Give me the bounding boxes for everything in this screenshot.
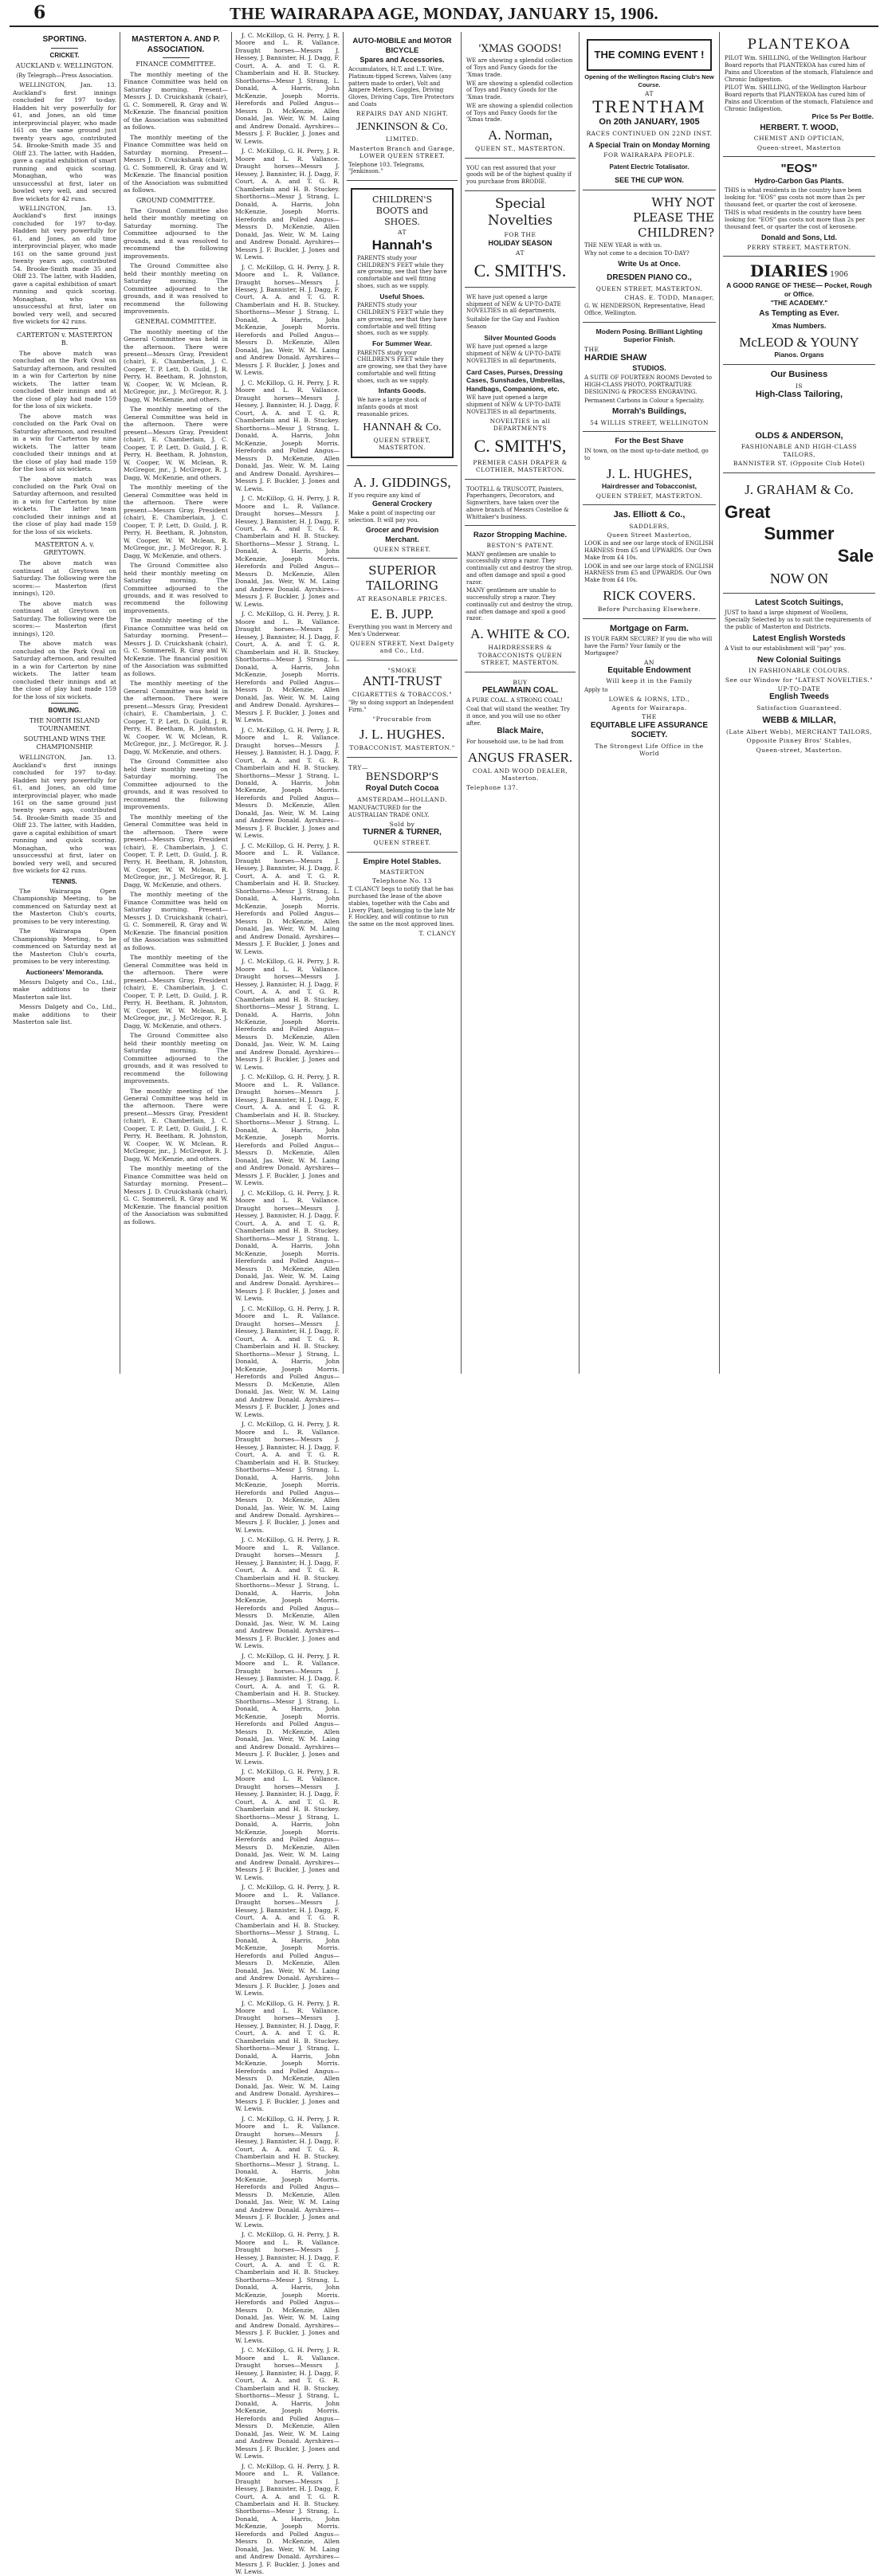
column-ads-5 <box>461 32 579 1374</box>
garage-repairs: REPAIRS DAY AND NIGHT. <box>356 109 449 117</box>
scotch-text: JUST to hand a large shipment of Woollens, Specially Selected by us to suit the requirements of the public of Masterton and Districts. <box>725 610 871 630</box>
look-text: LOOK in and see our large stock of ENGLISH HARNESS from £5 and UPWARDS. Our Own Make from £4 10s. <box>584 540 714 561</box>
judges-text-7: J. C. McKillop, G. H. Perry, J. R. Moore and L. R. Vallance. Draught horses—Messrs J. Hessey, J. Bannister, H. J. Dagg, F. Court, A. A. and T. G. R. Chamberlain and H. B. Stuckey. Shorthorns—Messr J. Strang, L. Donald, A. Harris, John McKenzie, Joseph Morris. Herefords and Polled Angus—Messrs D. McKenzie, Allen Donald, Jas. Weir, W. M. Laing and Andrew Donald. Ayrshires—Messrs J. F. Buckler, J. Jones and W. Lewis. <box>235 726 340 840</box>
garage-addr: Masterton Branch and Garage, LOWER QUEEN STREET. <box>349 144 455 160</box>
tailor-text: Everything you want in Mercery and Men's Underwear. <box>348 624 453 637</box>
garage-heading: AUTO-MOBILE and MOTOR BICYCLE <box>352 37 452 55</box>
write-text: Write Us at Once. <box>618 260 681 269</box>
dresden-name: DRESDEN PIANO CO., <box>607 273 692 282</box>
ad-dresden <box>583 190 716 322</box>
our-business: Our Business <box>770 369 828 379</box>
eos-text: THIS is what residents in the country have been looking for. "EOS" gas costs not more than 2s per thousand feet, or quarter the cost of kerosene. <box>725 187 866 208</box>
bowling-heading: BOWLING. <box>48 707 81 715</box>
razor-heading: Razor Stropping Machine. <box>473 531 568 540</box>
mortgage-text: IS YOUR FARM SECURE? If you die who will have the Farm? Your family or the Mortgagee? <box>584 636 713 657</box>
page-number: 6 <box>33 2 46 23</box>
queen2-text: Queen-street, Masterton. <box>756 746 843 754</box>
pilot-text: PILOT Wm. SHILLING, of the Wellington Harbour Board reports that PLANTEKOA has cured him of Pains and Ulceration of the stomach, Flatulence and Chronic Indigestion. <box>725 55 874 83</box>
tennis-text: The Wairarapa Open Championship Meeting, to be commenced on Saturday next at the Masterton Club's courts, promises to be very interesting. <box>13 887 116 925</box>
giddings-text2: Make a point of inspecting our selection. It will pay you. <box>348 509 436 523</box>
toottell-text: TOOTELL & TRUSCOTT, Painters, Paperhangers, Decorators, and Signwriters, have taken over the above branch of Messrs Costelloe & Whittaker's business. <box>466 485 569 520</box>
the-text: THE <box>584 346 599 353</box>
try-text: TRY— <box>348 763 368 771</box>
match2-text-repeat: The above match was concluded on the Park Oval on Saturday afternoon, and resulted in a win for Carterton by nine wickets. The latter team concluded their innings and at the close of play had made 159 for the loss of six wickets. <box>13 412 116 473</box>
judges-text-13: J. C. McKillop, G. H. Perry, J. R. Moore and L. R. Vallance. Draught horses—Messrs J. Hessey, J. Bannister, H. J. Dagg, F. Court, A. A. and T. G. R. Chamberlain and H. B. Stuckey. Shorthorns—Messr J. Strang, L. Donald, A. Harris, John McKenzie, Joseph Morris. Herefords and Polled Angus—Messrs D. McKenzie, Allen Donald, Jas. Weir, W. M. Laing and Andrew Donald. Ayrshires—Messrs J. F. Buckler, J. Jones and W. Lewis. <box>235 1421 340 1534</box>
ad-toottell <box>465 480 576 527</box>
column-association <box>120 32 231 1374</box>
antitrust-text: ANTI-TRUST <box>363 673 442 688</box>
turner-addr: QUEEN STREET. <box>373 839 431 847</box>
general-text-repeat: The monthly meeting of the General Committee was held in the afternoon. There were present—Messrs Gray, President (chair), E. Chamberlain, J. C. Cooper, T. P. Lett, D. Guild, J. R. Perry, H. Beetham, R. Johnston, W. Cooper, W. W. Mclean, R. McGregor, jnr., J. McGregor, R. J. Dagg, W. McKenzie, and others. <box>124 406 228 481</box>
price-text: Price 5s Per Bottle. <box>811 112 874 121</box>
judges-text-11: J. C. McKillop, G. H. Perry, J. R. Moore and L. R. Vallance. Draught horses—Messrs J. Hessey, J. Bannister, H. J. Dagg, F. Court, A. A. and T. G. R. Chamberlain and H. B. Stuckey. Shorthorns—Messr J. Strang, L. Donald, A. Harris, John McKenzie, Joseph Morris. Herefords and Polled Angus—Messrs D. McKenzie, Allen Donald, Jas. Weir, W. M. Laing and Andrew Donald. Ayrshires—Messrs J. F. Buckler, J. Jones and W. Lewis. <box>235 1189 340 1303</box>
judges-text-18: J. C. McKillop, G. H. Perry, J. R. Moore and L. R. Vallance. Draught horses—Messrs J. Hessey, J. Bannister, H. J. Dagg, F. Court, A. A. and T. G. R. Chamberlain and H. B. Stuckey. Shorthorns—Messr J. Strang, L. Donald, A. Harris, John McKenzie, Joseph Morris. Herefords and Polled Angus—Messrs D. McKenzie, Allen Donald, Jas. Weir, W. M. Laing and Andrew Donald. Ayrshires—Messrs J. F. Buckler, J. Jones and W. Lewis. <box>235 1999 340 2113</box>
auction-text: Messrs Dalgety and Co., Ltd., make additions to their Masterton sale list. <box>13 978 116 1001</box>
event-at: AT <box>644 90 654 97</box>
ad-smiths-shipment <box>465 288 576 480</box>
match3-title: MASTERTON A. v. GREYTOWN. <box>34 541 95 557</box>
agents-text: Agents for Wairarapa. <box>611 704 687 712</box>
mortgage-heading: Mortgage on Farm. <box>609 623 689 633</box>
bowling-sub: SOUTHLAND WINS THE CHAMPIONSHIP. <box>23 735 106 751</box>
uptodate-text: UP-TO-DATE <box>777 685 821 692</box>
todd-text: CHAS. E. TODD, Manager, <box>624 293 714 301</box>
hardie-name: HARDIE SHAW <box>584 353 647 363</box>
elliott-addr: Queen Street Masterton, <box>607 531 692 539</box>
scotch-heading: Latest Scotch Suitings, <box>755 598 843 607</box>
at-text: AT <box>515 249 525 257</box>
shave-text: IN town, on the most up-to-date method, go to <box>584 448 709 461</box>
olds-sub: FASHIONABLE AND HIGH-CLASS TAILORS, <box>741 443 858 458</box>
judges-text-4: J. C. McKillop, G. H. Perry, J. R. Moore and L. R. Vallance. Draught horses—Messrs J. Hessey, J. Bannister, H. J. Dagg, F. Court, A. A. and T. G. R. Chamberlain and H. B. Stuckey. Shorthorns—Messr J. Strang, L. Donald, A. Harris, John McKenzie, Joseph Morris. Herefords and Polled Angus—Messrs D. McKenzie, Allen Donald, Jas. Weir, W. M. Laing and Andrew Donald. Ayrshires—Messrs J. F. Buckler, J. Jones and W. Lewis. <box>235 378 340 492</box>
colonial-heading: New Colonial Suitings <box>756 655 841 665</box>
modern-text: Modern Posing. Brilliant Lighting Superior Finish. <box>595 327 703 344</box>
bensdorp-name: BENSDORP'S <box>365 770 439 783</box>
amsterdam-text: AMSTERDAM—HOLLAND. <box>357 795 447 803</box>
summer-text: PARENTS study your CHILDREN'S FEET while they are growing, see that they have comfortable and well fitting shoes, such as we supply. <box>357 349 447 384</box>
general-text-repeat-10: The Ground Committee also held their monthly meeting on Saturday morning. The Committee adjourned to the grounds, and it was resolved to recommend the following improvements. <box>124 1032 228 1085</box>
covers-text: RICK COVERS. <box>603 587 696 603</box>
special-text: A Special Train on Monday Morning <box>588 140 710 149</box>
hairdresser-text: Hairdresser and Tobacconist, <box>602 481 697 490</box>
an-text: AN <box>644 658 654 666</box>
pilot-text-2: PILOT Wm. SHILLING, of the Wellington Harbour Board reports that PLANTEKOA has cured him of Pains and Ulceration of the stomach, Flatulence and Chronic Indigestion. <box>725 84 874 112</box>
general-text-repeat-4: The monthly meeting of the Finance Committee was held on Saturday morning. Present—Messrs J. D. Cruickshank (chair), G. C. Sommerell, R. Gray and W. McKenzie. The financial position of the Association was submitted as follows. <box>124 617 228 677</box>
ground-text-repeat: The Ground Committee also held their monthly meeting on Saturday morning. The Committee adjourned to the grounds, and it was resolved to recommend the following improvements. <box>124 262 228 316</box>
pelawmain-text: PELAWMAIN COAL. <box>482 685 558 695</box>
general-heading: GENERAL COMMITTEE. <box>135 317 217 325</box>
xmas-text-3: WE are showing a splendid collection of Toys and Fancy Goods for the 'Xmas trade. <box>466 102 573 124</box>
pianos-text: Pianos. Organs <box>774 351 824 359</box>
judges-text-20: J. C. McKillop, G. H. Perry, J. R. Moore and L. R. Vallance. Draught horses—Messrs J. Hessey, J. Bannister, H. J. Dagg, F. Court, A. A. and T. G. R. Chamberlain and H. B. Stuckey. Shorthorns—Messr J. Strang, L. Donald, A. Harris, John McKenzie, Joseph Morris. Herefords and Polled Angus—Messrs D. McKenzie, Allen Donald, Jas. Weir, W. M. Laing and Andrew Donald. Ayrshires—Messrs J. F. Buckler, J. Jones and W. Lewis. <box>235 2231 340 2344</box>
ad-brodie <box>465 159 576 191</box>
satisfaction-text: Satisfaction Guaranteed. <box>756 704 842 712</box>
photo-text: A SUITE OF FOURTEEN ROOMS Devoted to HIGH-CLASS PHOTO, PORTRAITURE DESIGNING & PROCESS ENGRAVING. <box>584 374 712 395</box>
ad-webb <box>723 594 875 759</box>
angus-tel: Telephone 137. <box>466 783 519 791</box>
match1-byline: (By Telegraph—Press Association. <box>16 72 113 79</box>
decision-text: Why not come to a decision TO-DAY? <box>584 250 690 257</box>
ad-fraser <box>465 672 576 797</box>
morrah-text: Morrah's Buildings, <box>612 407 686 417</box>
general-text-repeat-9: The monthly meeting of the General Committee was held in the afternoon. There were present—Messrs Gray, President (chair), E. Chamberlain, J. C. Cooper, T. P. Lett, D. Guild, J. R. Perry, H. Beetham, R. Johnston, W. Cooper, W. W. Mclean, R. McGregor, jnr., J. McGregor, R. J. Dagg, W. McKenzie, and others. <box>124 954 228 1029</box>
races-text: RACES CONTINUED ON 22ND INST. <box>586 130 713 138</box>
sporting-heading: SPORTING. <box>42 35 87 44</box>
general-text-repeat-6: The Ground Committee also held their monthly meeting on Saturday morning. The Committee adjourned to the grounds, and it was resolved to recommend the following improvements. <box>124 758 228 811</box>
procurable-text: "Procurable from <box>372 715 432 723</box>
ad-equitable <box>583 619 716 763</box>
academy-text: "THE ACADEMY." <box>770 298 828 307</box>
general-text-repeat-3: The Ground Committee also held their monthly meeting on Saturday morning. The Committee adjourned to the grounds, and it was resolved to recommend the following improvements. <box>124 562 228 614</box>
eos-text-2: THIS is what residents in the country have been looking for. "EOS" gas costs not more than 2s per thousand feet, or quarter the cost of kerosene. <box>725 210 866 230</box>
novelties-title: Special Novelties <box>487 195 553 229</box>
ad-jupp <box>347 559 458 660</box>
trentham-text: TRENTHAM <box>592 97 706 117</box>
infants-text: We have a large stock of infants goods at most reasonable prices. <box>357 397 426 418</box>
gas-text: Hydro-Carbon Gas Plants. <box>754 176 844 185</box>
turner-name: TURNER & TURNER, <box>363 827 442 837</box>
general-text-repeat-5: The monthly meeting of the General Committee was held in the afternoon. There were present—Messrs Gray, President (chair), E. Chamberlain, J. C. Cooper, T. P. Lett, D. Guild, J. R. Perry, H. Beetham, R. Johnston, W. Cooper, W. W. Mclean, R. McGregor, jnr., J. McGregor, R. J. Dagg, W. McKenzie, and others. <box>124 680 228 755</box>
razor-text: MANY gentlemen are unable to successfully strop a razor. They continually cut and destroy the strop, and often damage and spoil a good razor. <box>466 551 573 586</box>
match2-title: CARTERTON v. MASTERTON B. <box>16 331 113 347</box>
ad-giddings <box>347 466 458 559</box>
buy-text: BUY <box>513 678 528 686</box>
see-text: SEE THE CUP WON. <box>615 176 684 185</box>
useful-heading: Useful Shoes. <box>379 292 425 300</box>
for-the: FOR THE <box>504 231 536 239</box>
tailor-addr: QUEEN STREET, Next Dalgety and Co., Ltd. <box>350 639 454 655</box>
clancy-text: T. CLANCY begs to notify that he has purchased the lease of the above stables, together with the Cabs and Livery Plant, belonging to the late Mr F. Hockley, and will continue to run the same on the most approved lines. <box>348 886 455 928</box>
general-text-repeat-7: The monthly meeting of the General Committee was held in the afternoon. There were present—Messrs Gray, President (chair), E. Chamberlain, J. C. Cooper, T. P. Lett, D. Guild, J. R. Perry, H. Beetham, R. Johnston, W. Cooper, W. W. Mclean, R. McGregor, jnr., J. McGregor, R. J. Dagg, W. McKenzie, and others. <box>124 813 228 888</box>
dresden-addr: QUEEN STREET, MASTERTON. <box>595 284 703 292</box>
giddings-text: If you require any kind of <box>348 492 421 499</box>
useful-text: PARENTS study your CHILDREN'S FEET while they are growing, see that they have comfortable and well fitting shoes, such as we supply. <box>357 302 447 337</box>
bannister-text: BANNISTER ST. (Opposite Club Hotel) <box>733 460 866 468</box>
match1-title: AUCKLAND v. WELLINGTON. <box>15 61 114 69</box>
smith-premier: PREMIER CASH DRAPER & CLOTHIER, MASTERTON. <box>473 458 568 474</box>
giddings-crockery: General Crockery <box>371 499 433 508</box>
razor-text-2: MANY gentlemen are unable to successfully strop a razor. They continually cut and destroy the strop, and often damage and spoil a good razor. <box>466 587 573 622</box>
holiday-text: HOLIDAY SEASON <box>488 238 552 247</box>
endowment-sub: Will keep it in the Family <box>606 677 693 685</box>
ad-diaries <box>723 257 875 365</box>
equitable-text: EQUITABLE LIFE ASSURANCE SOCIETY. <box>590 720 709 740</box>
ground-text: The Ground Committee also held their monthly meeting on Saturday morning. The Committee adjourned to the grounds, and it was resolved to recommend the following improvements. <box>124 206 228 260</box>
auction-text-repeat: Messrs Dalgety and Co., Ltd., make additions to their Masterton sale list. <box>13 1003 116 1026</box>
angus-name: ANGUS FRASER. <box>467 749 573 765</box>
tailoring-text: High-Class Tailoring, <box>755 389 843 399</box>
cricket-heading: CRICKET. <box>49 51 80 59</box>
ad-eos <box>723 157 875 257</box>
white-sub: HAIRDRESSERS & TOBACCONISTS QUEEN STREET, MASTERTON. <box>477 644 563 667</box>
judges-text-17: J. C. McKillop, G. H. Perry, J. R. Moore and L. R. Vallance. Draught horses—Messrs J. Hessey, J. Bannister, H. J. Dagg, F. Court, A. A. and T. G. R. Chamberlain and H. B. Stuckey. Shorthorns—Messr J. Strang, L. Donald, A. Harris, John McKenzie, Joseph Morris. Herefords and Polled Angus—Messrs D. McKenzie, Allen Donald, Jas. Weir, W. M. Laing and Andrew Donald. Ayrshires—Messrs J. F. Buckler, J. Jones and W. Lewis. <box>235 1884 340 1998</box>
lowes-text: LOWES & IORNS, LTD., <box>608 695 690 703</box>
masthead <box>10 0 878 27</box>
auction-heading: Auctioneers' Memoranda. <box>26 968 104 976</box>
smith-text-2: WE have just opened a large shipment of NEW & UP-TO-DATE NOVELTIES in all departments, <box>466 343 561 364</box>
webb-name: WEBB & MILLAR, <box>762 716 836 726</box>
ground-heading: GROUND COMMITTEE. <box>136 196 215 204</box>
judges-text-5: J. C. McKillop, G. H. Perry, J. R. Moore and L. R. Vallance. Draught horses—Messrs J. Hessey, J. Bannister, H. J. Dagg, F. Court, A. A. and T. G. R. Chamberlain and H. B. Stuckey. Shorthorns—Messr J. Strang, L. Donald, A. Harris, John McKenzie, Joseph Morris. Herefords and Polled Angus—Messrs D. McKenzie, Allen Donald, Jas. Weir, W. M. Laing and Andrew Donald. Ayrshires—Messrs J. F. Buckler, J. Jones and W. Lewis. <box>235 495 340 608</box>
judges-text-16: J. C. McKillop, G. H. Perry, J. R. Moore and L. R. Vallance. Draught horses—Messrs J. Hessey, J. Bannister, H. J. Dagg, F. Court, A. A. and T. G. R. Chamberlain and H. B. Stuckey. Shorthorns—Messr J. Strang, L. Donald, A. Harris, John McKenzie, Joseph Morris. Herefords and Polled Angus—Messrs D. McKenzie, Allen Donald, Jas. Weir, W. M. Laing and Andrew Donald. Ayrshires—Messrs J. F. Buckler, J. Jones and W. Lewis. <box>235 1767 340 1881</box>
covers-sub: Before Purchasing Elsewhere. <box>597 606 701 614</box>
is-text: IS <box>795 382 804 390</box>
firm-text: "By so doing support an Independent Firm." <box>348 700 454 713</box>
brodie-text: YOU can rest assured that your goods will be of the highest quality if you purchase from BRODIE. <box>466 164 572 186</box>
ad-white <box>465 526 576 672</box>
cocoa-text: Royal Dutch Cocoa <box>365 784 439 794</box>
column-ads-7 <box>719 32 878 1374</box>
general-text-repeat-11: The monthly meeting of the General Committee was held in the afternoon. There were present—Messrs Gray, President (chair), E. Chamberlain, J. C. Cooper, T. P. Lett, D. Guild, J. R. Perry, H. Beetham, R. Johnston, W. Cooper, W. W. Mclean, R. McGregor, jnr., J. McGregor, R. J. Dagg, W. McKenzie, and others. <box>124 1087 228 1163</box>
xmas-text-2: WE are showing a splendid collection of Toys and Fancy Goods for the 'Xmas trade. <box>466 80 573 100</box>
willis-text: 54 WILLIS STREET, WELLINGTON <box>590 418 709 426</box>
tennis-text-repeat: The Wairarapa Open Championship Meeting, to be commenced on Saturday next at the Masterton Club's courts, promises to be very interesting. <box>13 927 116 966</box>
patent-text: Patent Electric Totalisator. <box>609 163 690 171</box>
judges-text-12: J. C. McKillop, G. H. Perry, J. R. Moore and L. R. Vallance. Draught horses—Messrs J. Hessey, J. Bannister, H. J. Dagg, F. Court, A. A. and T. G. R. Chamberlain and H. B. Stuckey. Shorthorns—Messr J. Strang, L. Donald, A. Harris, John McKenzie, Joseph Morris. Herefords and Polled Angus—Messrs D. McKenzie, Allen Donald, Jas. Weir, W. M. Laing and Andrew Donald. Ayrshires—Messrs J. F. Buckler, J. Jones and W. Lewis. <box>235 1304 340 1418</box>
worsteds-heading: Latest English Worsteds <box>752 633 846 643</box>
why-text: WHY NOT PLEASE THE CHILDREN? <box>633 195 714 240</box>
match2-text-repeat-2: The above match was concluded on the Park Oval on Saturday afternoon, and resulted in a win for Carterton by nine wickets. The latter team concluded their innings and at the close of play had made 159 for the loss of six wickets. <box>13 475 116 535</box>
match3-text: The above match was continued at Greytown on Saturday. The following were the scores:— Masterton (first innings), 120. <box>13 559 116 598</box>
summer-heading: For Summer Wear. <box>372 339 432 347</box>
perry-text: PERRY STREET, MASTERTON. <box>747 243 851 251</box>
xmas-title: 'XMAS GOODS! <box>478 43 562 55</box>
judges-text-15: J. C. McKillop, G. H. Perry, J. R. Moore and L. R. Vallance. Draught horses—Messrs J. Hessey, J. Bannister, H. J. Dagg, F. Court, A. A. and T. G. R. Chamberlain and H. B. Stuckey. Shorthorns—Messr J. Strang, L. Donald, A. Harris, John McKenzie, Joseph Morris. Herefords and Polled Angus—Messrs D. McKenzie, Allen Donald, Jas. Weir, W. M. Laing and Andrew Donald. Ayrshires—Messrs J. F. Buckler, J. Jones and W. Lewis. <box>235 1652 340 1766</box>
ad-empire <box>347 853 458 943</box>
white-name: A. WHITE & CO. <box>470 626 570 642</box>
smiths-name-2: C. SMITH'S, <box>473 436 567 457</box>
smith-text: WE have just opened a large shipment of NEW & UP-TO-DATE NOVELTIES in all departments, <box>466 293 561 315</box>
studios-text: STUDIOS. <box>632 364 666 373</box>
giddings-grocer: Grocer and Provision Merchant. <box>365 526 439 543</box>
black-text: Black Maire, <box>497 727 544 736</box>
shoes-at: AT <box>397 229 407 237</box>
general-text-repeat-2: The monthly meeting of the General Committee was held in the afternoon. There were present—Messrs Gray, President (chair), E. Chamberlain, J. C. Cooper, T. P. Lett, D. Guild, J. R. Perry, H. Beetham, R. Johnston, W. Cooper, W. W. Mclean, R. McGregor, jnr., J. McGregor, R. J. Dagg, W. McKenzie, and others. <box>124 484 228 559</box>
finance-text-repeat: The monthly meeting of the Finance Committee was held on Saturday morning. Present—Messrs J. D. Cruickshank (chair), G. C. Sommerell, R. Gray and W. McKenzie. The financial position of the Association was submitted as follows. <box>124 133 228 194</box>
shave-heading: For the Best Shave <box>615 437 684 446</box>
judges-text-14: J. C. McKillop, G. H. Perry, J. R. Moore and L. R. Vallance. Draught horses—Messrs J. Hessey, J. Bannister, H. J. Dagg, F. Court, A. A. and T. G. R. Chamberlain and H. B. Stuckey. Shorthorns—Messr J. Strang, L. Donald, A. Harris, John McKenzie, Joseph Morris. Herefords and Polled Angus—Messrs D. McKenzie, Allen Donald, Jas. Weir, W. M. Laing and Andrew Donald. Ayrshires—Messrs J. F. Buckler, J. Jones and W. Lewis. <box>235 1536 340 1650</box>
general-text-repeat-12: The monthly meeting of the Finance Committee was held on Saturday morning. Present—Messrs J. D. Cruickshank (chair), G. C. Sommerell, R. Gray and W. McKenzie. The financial position of the Association was submitted as follows. <box>124 1165 228 1225</box>
herbert-name: HERBERT. T. WOOD, <box>760 123 839 132</box>
carbons-text: Permanent Carbons in Colour a Speciality. <box>584 397 705 404</box>
association-title: MASTERTON A. AND P. ASSOCIATION. <box>132 35 220 54</box>
chemist-text: CHEMIST AND OPTICIAN, <box>753 135 845 143</box>
mcleod-name: McLEOD & YOUNY <box>739 334 859 350</box>
garage-ltd: LIMITED. <box>385 135 419 143</box>
summer-text: Summer <box>764 523 835 544</box>
column-ads-6 <box>579 32 719 1374</box>
ad-jenkinson <box>347 32 458 181</box>
tailor-name: E. B. JUPP. <box>371 606 434 621</box>
column-sporting <box>10 32 120 1374</box>
graham-name: J. GRAHAM & Co. <box>745 481 854 497</box>
visit-text: A Visit to our establishment will "pay" you. <box>725 645 847 652</box>
judges-text-10: J. C. McKillop, G. H. Perry, J. R. Moore and L. R. Vallance. Draught horses—Messrs J. Hessey, J. Bannister, H. J. Dagg, F. Court, A. A. and T. G. R. Chamberlain and H. B. Stuckey. Shorthorns—Messr J. Strang, L. Donald, A. Harris, John McKenzie, Joseph Morris. Herefords and Polled Angus—Messrs D. McKenzie, Allen Donald, Jas. Weir, W. M. Laing and Andrew Donald. Ayrshires—Messrs J. F. Buckler, J. Jones and W. Lewis. <box>235 1073 340 1187</box>
range-text: A GOOD RANGE OF THESE— Pocket, Rough or Office. <box>726 281 872 298</box>
judges-text: J. C. McKillop, G. H. Perry, J. R. Moore and L. R. Vallance. Draught horses—Messrs J. Hessey, J. Bannister, H. J. Dagg, F. Court, A. A. and T. G. R. Chamberlain and H. B. Stuckey. Shorthorns—Messr J. Strang, L. Donald, A. Harris, John McKenzie, Joseph Morris. Herefords and Polled Angus—Messrs D. McKenzie, Allen Donald, Jas. Weir, W. M. Laing and Andrew Donald. Ayrshires—Messrs J. F. Buckler, J. Jones and W. Lewis. <box>235 32 340 145</box>
judges-text-8: J. C. McKillop, G. H. Perry, J. R. Moore and L. R. Vallance. Draught horses—Messrs J. Hessey, J. Bannister, H. J. Dagg, F. Court, A. A. and T. G. R. Chamberlain and H. B. Stuckey. Shorthorns—Messr J. Strang, L. Donald, A. Harris, John McKenzie, Joseph Morris. Herefords and Polled Angus—Messrs D. McKenzie, Allen Donald, Jas. Weir, W. M. Laing and Andrew Donald. Ayrshires—Messrs J. F. Buckler, J. Jones and W. Lewis. <box>235 841 340 955</box>
garage-tel: Telephone 103. Telegrams, "Jenkinson." <box>348 161 425 175</box>
the2-text: THE <box>642 713 657 721</box>
smiths-name: C. SMITH'S. <box>473 261 567 281</box>
hannah-addr: QUEEN STREET, MASTERTON. <box>373 436 431 452</box>
xmas-text: WE are showing a splendid collection of Toys and Fancy Goods for the 'Xmas trade. <box>466 57 573 78</box>
tobacconist-text: TOBACCONIST, MASTERTON." <box>349 744 455 752</box>
manufactured-text: MANUFACTURED for the AUSTRALIAN TRADE ONLY. <box>348 805 430 818</box>
judges-text-22: J. C. McKillop, G. H. Perry, J. R. Moore and L. R. Vallance. Draught horses—Messrs J. Hessey, J. Bannister, H. J. Dagg, F. Court, A. A. and T. G. R. Chamberlain and H. B. Stuckey. Shorthorns—Messr J. Strang, L. Donald, A. Harris, John McKenzie, Joseph Morris. Herefords and Polled Angus—Messrs D. McKenzie, Allen Donald, Jas. Weir, W. M. Laing and Andrew Donald. Ayrshires—Messrs J. F. Buckler, J. Jones and W. Lewis. <box>235 2462 340 2576</box>
date-text: On 20th JANUARY, 1905 <box>599 117 700 127</box>
pure-text: A PURE COAL. A STRONG COAL! <box>466 697 563 704</box>
finance-heading: FINANCE COMMITTEE. <box>136 61 216 68</box>
diaries-title: DIARIES <box>749 261 828 281</box>
diaries-year: 1906 <box>830 271 849 280</box>
event-text: Opening of the Wellington Racing Club's New Course. <box>584 73 714 88</box>
smoke-text: "SMOKE <box>387 666 417 674</box>
match3-text-repeat: The above match was continued at Greytown on Saturday. The following were the scores:— Masterton (first innings), 120. <box>13 599 116 637</box>
tailor-sub: AT REASONABLE PRICES. <box>356 594 448 602</box>
column-ads-4 <box>343 32 461 1374</box>
general-text: The monthly meeting of the General Committee was held in the afternoon. There were present—Messrs Gray, President (chair), E. Chamberlain, J. C. Cooper, T. P. Lett, D. Guild, J. R. Perry, H. Beetham, R. Johnston, W. Cooper, W. W. Mclean, R. McGregor, jnr., J. McGregor, R. J. Dagg, W. McKenzie, and others. <box>124 327 228 403</box>
strongest-text: The Strongest Life Office in the World <box>595 742 704 757</box>
window-text: See our Window for "LATEST NOVELTIES." <box>725 676 874 684</box>
empire-tel: Telephone No. 13 <box>372 877 432 884</box>
bowling-text: WELLINGTON, Jan. 13. Auckland's first innings concluded for 197 to-day. Hadden hit very powerfully for 61, and Jones, an old time interprovincial player, who made 161 on the same ground just twenty years ago, contributed 54. Brooke-Smith made 35 and Oliff 23. The latter, with Hadden, gave a capital exhibition of smart running and quick scoring. Monaghan, who was unsuccessful at first, later on bowled very well, and secured five wickets for 42 runs. <box>13 754 116 875</box>
match3-text-repeat-2: The above match was concluded on the Park Oval on Saturday afternoon, and resulted in a win for Carterton by nine wickets. The latter team concluded their innings and at the close of play had made 159 for the loss of six wickets. <box>13 640 116 700</box>
judges-text-21: J. C. McKillop, G. H. Perry, J. R. Moore and L. R. Vallance. Draught horses—Messrs J. Hessey, J. Bannister, H. J. Dagg, F. Court, A. A. and T. G. R. Chamberlain and H. B. Stuckey. Shorthorns—Messr J. Strang, L. Donald, A. Harris, John McKenzie, Joseph Morris. Herefords and Polled Angus—Messrs D. McKenzie, Allen Donald, Jas. Weir, W. M. Laing and Andrew Donald. Ayrshires—Messrs J. F. Buckler, J. Jones and W. Lewis. <box>235 2347 340 2460</box>
match1-text: WELLINGTON, Jan. 13. Auckland's first innings concluded for 197 to-day. Hadden hit very powerfully for 61, and Jones, an old time interprovincial player, who made 161 on the same ground just twenty years ago, contributed 54. Brooke-Smith made 35 and Oliff 23. The latter, with Hadden, gave a capital exhibition of smart running and quick scoring. Monaghan, who was unsuccessful at first, later on bowled very well, and secured five wickets for 42 runs. <box>13 81 116 202</box>
finance-text: The monthly meeting of the Finance Committee was held on Saturday morning. Present—Messrs J. D. Cruickshank (chair), G. C. Sommerell, R. Gray and W. McKenzie. The financial position of the Association was submitted as follows. <box>124 71 228 131</box>
antitrust-hughes: J. L. HUGHES. <box>359 726 446 742</box>
elliott-name: Jas. Elliott & Co., <box>613 509 686 520</box>
henderson-text: G. W. HENDERSON, Representative, Head Office, Wellington. <box>584 303 705 316</box>
ad-elliott <box>583 505 716 619</box>
general-text-repeat-8: The monthly meeting of the Finance Committee was held on Saturday morning. Present—Messrs J. D. Cruickshank (chair), G. C. Sommerell, R. Gray and W. McKenzie. The financial position of the Association was submitted as follows. <box>124 891 228 951</box>
now-text: NOW ON <box>769 570 829 587</box>
silver-heading: Silver Mounted Goods <box>484 333 556 342</box>
ad-trentham <box>583 32 716 190</box>
cards-text: Card Cases, Purses, Dressing Cases, Sunshades, Umbrellas, Handbags, Companions, etc. <box>466 367 565 393</box>
shoes-title: CHILDREN'S BOOTS and SHOES. <box>372 194 432 227</box>
special-sub: FOR WAIRARAPA PEOPLE. <box>603 151 695 159</box>
queen-text: Queen-street, Masterton <box>756 143 842 151</box>
angus-sub: COAL AND WOOD DEALER, Masterton. <box>472 767 568 782</box>
smith-text-3: WE have just opened a large shipment of NEW & UP-TO-DATE NOVELTIES in all departments, <box>466 394 561 415</box>
judges-text-2: J. C. McKillop, G. H. Perry, J. R. Moore and L. R. Vallance. Draught horses—Messrs J. Hessey, J. Bannister, H. J. Dagg, F. Court, A. A. and T. G. R. Chamberlain and H. B. Stuckey. Shorthorns—Messr J. Strang, L. Donald, A. Harris, John McKenzie, Joseph Morris. Herefords and Polled Angus—Messrs D. McKenzie, Allen Donald, Jas. Weir, W. M. Laing and Andrew Donald. Ayrshires—Messrs J. F. Buckler, J. Jones and W. Lewis. <box>235 147 340 261</box>
sale-text: Sale <box>837 545 874 566</box>
smith-suit: Suitable for the Gay and Fashion Season <box>466 316 560 330</box>
judges-text-6: J. C. McKillop, G. H. Perry, J. R. Moore and L. R. Vallance. Draught horses—Messrs J. Hessey, J. Bannister, H. J. Dagg, F. Court, A. A. and T. G. R. Chamberlain and H. B. Stuckey. Shorthorns—Messr J. Strang, L. Donald, A. Harris, John McKenzie, Joseph Morris. Herefords and Polled Angus—Messrs D. McKenzie, Allen Donald, Jas. Weir, W. M. Laing and Andrew Donald. Ayrshires—Messrs J. F. Buckler, J. Jones and W. Lewis. <box>235 610 340 724</box>
apply-text: Apply to <box>584 686 608 693</box>
opposite-text: Opposite Pinney Bros' Stables, <box>746 737 852 745</box>
infants-heading: Infants Goods. <box>378 386 426 395</box>
ad-bensdorp <box>347 758 458 853</box>
tailor-title: SUPERIOR TAILORING <box>366 563 438 593</box>
sold-by: Sold by <box>389 820 415 828</box>
empire-town: MASTERTON <box>379 868 425 876</box>
ad-graham <box>723 473 875 594</box>
household-text: For household use, to be had from <box>466 738 564 745</box>
newyear-text: THE NEW YEAR is with us. <box>584 241 662 249</box>
match2-text: The above match was concluded on the Park Oval on Saturday afternoon, and resulted in a win for Carterton by nine wickets. The latter team concluded their innings and at the close of play had made 159 for the loss of six wickets. <box>13 349 116 410</box>
saddlers-text: SADDLERS, <box>629 522 670 530</box>
ad-antitrust <box>347 661 458 758</box>
donald-name: Donald and Sons, Ltd. <box>761 233 837 241</box>
tempting-text: As Tempting as Ever. <box>759 309 839 319</box>
judges-text-19: J. C. McKillop, G. H. Perry, J. R. Moore and L. R. Vallance. Draught horses—Messrs J. Hessey, J. Bannister, H. J. Dagg, F. Court, A. A. and T. G. R. Chamberlain and H. B. Stuckey. Shorthorns—Messr J. Strang, L. Donald, A. Harris, John McKenzie, Joseph Morris. Herefords and Polled Angus—Messrs D. McKenzie, Allen Donald, Jas. Weir, W. M. Laing and Andrew Donald. Ayrshires—Messrs J. F. Buckler, J. Jones and W. Lewis. <box>235 2115 340 2229</box>
match1-text-repeat: WELLINGTON, Jan. 13. Auckland's first innings concluded for 197 to-day. Hadden hit very powerfully for 61, and Jones, an old time interprovincial player, who made 161 on the same ground just twenty years ago, contributed 54. Brooke-Smith made 35 and Oliff 23. The latter, with Hadden, gave a capital exhibition of smart running and quick scoring. Monaghan, who was unsuccessful at first, later on bowled very well, and secured five wickets for 42 runs. <box>13 205 116 326</box>
event-title: THE COMING EVENT ! <box>594 49 705 61</box>
hughes-addr: QUEEN STREET, MASTERTON. <box>595 492 703 500</box>
look-text-2: LOOK in and see our large stock of ENGLISH HARNESS from £5 and UPWARDS. Our Own Make from £4 10s. <box>584 563 714 584</box>
eos-title: "EOS" <box>780 162 818 176</box>
ad-smiths-novelties <box>465 191 576 288</box>
garage-sub: Spares and Accessories. <box>360 55 445 64</box>
great-text: Great <box>725 501 771 522</box>
webb-sub: (Late Albert Webb), MERCHANT TAILORS, <box>725 728 873 735</box>
judges-text-3: J. C. McKillop, G. H. Perry, J. R. Moore and L. R. Vallance. Draught horses—Messrs J. Hessey, J. Bannister, H. J. Dagg, F. Court, A. A. and T. G. R. Chamberlain and H. B. Stuckey. Shorthorns—Messr J. Strang, L. Donald, A. Harris, John McKenzie, Joseph Morris. Herefords and Polled Angus—Messrs D. McKenzie, Allen Donald, Jas. Weir, W. M. Laing and Andrew Donald. Ayrshires—Messrs J. F. Buckler, J. Jones and W. Lewis. <box>235 263 340 377</box>
clancy-name: T. CLANCY <box>418 929 456 937</box>
ad-hannah <box>347 181 458 466</box>
newspaper-title: THE WAIRARAPA AGE, MONDAY, JANUARY 15, 1906. <box>230 4 658 23</box>
xmas-num-text: Xmas Numbers. <box>772 321 827 330</box>
garage-name: JENKINSON & Co. <box>356 120 448 133</box>
tweeds-heading: English Tweeds <box>769 692 829 702</box>
coal-text: Coal that will stand the weather. Try it once, and you will use no other after. <box>466 706 570 727</box>
ad-hughes-shave <box>583 432 716 505</box>
plantekoa-title: PLANTEKOA <box>747 37 851 53</box>
garage-items: Accumulators, H.T. and L.T. Wire, Platinum-tipped Screws, Valves (any pattern made to order), Volt and Ampere Meters, Goggles, Driving Gloves, Driving Caps, Tire Protectors and Coats <box>348 66 454 108</box>
ad-hardie-shaw <box>583 323 716 433</box>
olds-name: OLDS & ANDERSON, <box>755 430 843 441</box>
empire-heading: Empire Hotel Stables. <box>363 857 442 866</box>
shoes-text: PARENTS study your CHILDREN'S FEET while they are growing, see that they have comfortable and well fitting shoes, such as we supply. <box>357 254 447 289</box>
ad-norman <box>465 32 576 159</box>
endowment-text: Equitable Endowment <box>607 665 691 675</box>
fashionable-text: IN FASHIONABLE COLOURS. <box>749 667 850 675</box>
ad-plantekoa <box>723 32 875 157</box>
hughes-name: J. L. HUGHES, <box>606 465 693 481</box>
tennis-heading: TENNIS. <box>52 877 77 885</box>
norman-name: A. Norman, <box>488 127 552 143</box>
column-judges <box>231 32 343 2576</box>
hannah-name: HANNAH & Co. <box>363 421 442 434</box>
bowling-title: THE NORTH ISLAND TOURNAMENT. <box>29 717 100 733</box>
beston-text: BESTON'S PATENT. <box>486 542 554 550</box>
norman-addr: QUEEN ST., MASTERTON. <box>475 145 565 153</box>
ad-olds <box>723 365 875 473</box>
novelties-all: NOVELTIES in all DEPARTMENTS <box>489 417 551 432</box>
cigs-text: CIGARETTES & TOBACCOS." <box>352 690 453 698</box>
judges-text-9: J. C. McKillop, G. H. Perry, J. R. Moore and L. R. Vallance. Draught horses—Messrs J. Hessey, J. Bannister, H. J. Dagg, F. Court, A. A. and T. G. R. Chamberlain and H. B. Stuckey. Shorthorns—Messr J. Strang, L. Donald, A. Harris, John McKenzie, Joseph Morris. Herefords and Polled Angus—Messrs D. McKenzie, Allen Donald, Jas. Weir, W. M. Laing and Andrew Donald. Ayrshires—Messrs J. F. Buckler, J. Jones and W. Lewis. <box>235 958 340 1071</box>
shoes-name: Hannah's <box>371 237 433 253</box>
giddings-street: QUEEN STREET. <box>373 545 431 553</box>
giddings-name: A. J. GIDDINGS, <box>353 474 451 490</box>
